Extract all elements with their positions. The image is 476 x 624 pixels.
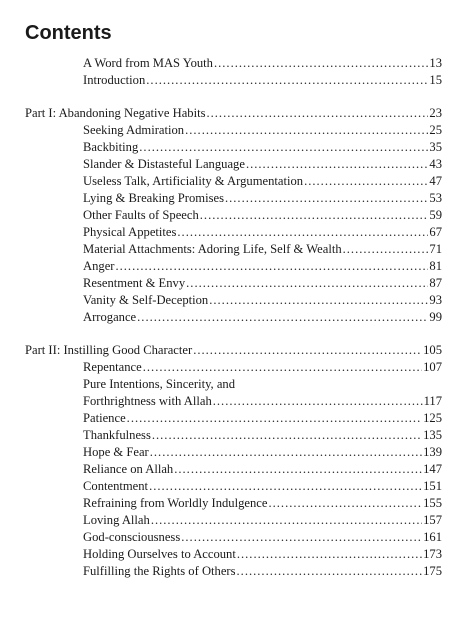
toc-entry[interactable]	[0, 207, 476, 224]
toc-entry-page: 173	[423, 547, 442, 561]
leader-dots	[200, 207, 429, 224]
toc-entry[interactable]	[0, 495, 476, 512]
table-of-contents	[0, 55, 476, 596]
toc-entry[interactable]	[0, 546, 476, 563]
toc-entry[interactable]	[0, 563, 476, 580]
toc-entry-page: 25	[429, 123, 442, 137]
toc-entry-title: Useless Talk, Artificiality & Argumentation	[83, 174, 304, 188]
toc-entry[interactable]	[0, 292, 476, 309]
toc-entry-title: A Word from MAS Youth	[83, 56, 213, 70]
toc-part-title: Part I: Abandoning Negative Habits	[25, 106, 206, 120]
toc-entry-title: Seeking Admiration	[83, 123, 185, 137]
toc-part-title: Part II: Instilling Good Character	[25, 343, 193, 357]
toc-entry-page: 99	[429, 310, 442, 324]
leader-dots	[137, 309, 428, 326]
toc-entry[interactable]	[0, 258, 476, 275]
leader-dots	[139, 139, 428, 156]
toc-entry-page: 147	[423, 462, 442, 476]
toc-entry-page: 161	[423, 530, 442, 544]
toc-entry-page: 139	[423, 445, 442, 459]
leader-dots	[193, 342, 422, 359]
leader-dots	[214, 55, 428, 72]
leader-dots	[151, 512, 422, 529]
toc-entry[interactable]	[0, 190, 476, 207]
toc-entry-title: Contentment	[83, 479, 149, 493]
toc-entry-title: Resentment & Envy	[83, 276, 186, 290]
toc-entry-second-line[interactable]	[0, 393, 476, 410]
toc-entry-page: 47	[429, 174, 442, 188]
leader-dots	[152, 427, 422, 444]
toc-entry-page: 13	[429, 56, 442, 70]
toc-entry[interactable]	[0, 512, 476, 529]
toc-entry-page: 15	[429, 73, 442, 87]
toc-entry-page: 135	[423, 428, 442, 442]
toc-entry[interactable]	[0, 359, 476, 376]
toc-entry-title: Physical Appetites	[83, 225, 177, 239]
toc-entry[interactable]	[0, 55, 476, 72]
leader-dots	[146, 72, 428, 89]
toc-entry-title: Arrogance	[83, 310, 137, 324]
leader-dots	[304, 173, 428, 190]
toc-entry[interactable]	[0, 478, 476, 495]
leader-dots	[185, 122, 428, 139]
toc-entry-page: 43	[429, 157, 442, 171]
toc-entry-title: Material Attachments: Adoring Life, Self & Wealth	[83, 242, 342, 256]
toc-entry[interactable]	[0, 173, 476, 190]
toc-entry[interactable]	[0, 241, 476, 258]
leader-dots	[237, 546, 422, 563]
toc-entry-page: 81	[429, 259, 442, 273]
toc-part-heading[interactable]	[0, 105, 476, 122]
toc-entry-title: God-consciousness	[83, 530, 181, 544]
leader-dots	[246, 156, 428, 173]
leader-dots	[143, 359, 422, 376]
toc-entry-title: Pure Intentions, Sincerity, and	[83, 377, 236, 391]
toc-entry-title: Holding Ourselves to Account	[83, 547, 236, 561]
toc-entry-page: 107	[423, 360, 442, 374]
toc-entry-page: 59	[429, 208, 442, 222]
leader-dots	[127, 410, 422, 427]
leader-dots	[213, 393, 423, 410]
toc-entry-title: Hope & Fear	[83, 445, 149, 459]
toc-entry[interactable]	[0, 529, 476, 546]
toc-entry-title: Vanity & Self-Deception	[83, 293, 209, 307]
toc-entry[interactable]	[0, 139, 476, 156]
toc-front-matter	[0, 55, 476, 89]
leader-dots	[268, 495, 422, 512]
leader-dots	[209, 292, 428, 309]
leader-dots	[186, 275, 428, 292]
toc-part-page: 105	[423, 343, 442, 357]
toc-entry-title-continued: Forthrightness with Allah	[83, 394, 212, 408]
toc-entry-page: 157	[423, 513, 442, 527]
toc-entry-title: Slander & Distasteful Language	[83, 157, 245, 171]
leader-dots	[149, 478, 422, 495]
toc-entry[interactable]	[0, 410, 476, 427]
leader-dots	[206, 105, 428, 122]
toc-entry-title: Thankfulness	[83, 428, 151, 442]
toc-entry[interactable]	[0, 224, 476, 241]
leader-dots	[225, 190, 428, 207]
toc-entry-title: Refraining from Worldly Indulgence	[83, 496, 268, 510]
toc-entry-title: Lying & Breaking Promises	[83, 191, 224, 205]
toc-part-page: 23	[429, 106, 442, 120]
toc-entry-page: 53	[429, 191, 442, 205]
leader-dots	[237, 563, 423, 580]
toc-entry-title: Reliance on Allah	[83, 462, 174, 476]
leader-dots	[177, 224, 428, 241]
toc-entry-page: 117	[423, 394, 442, 408]
toc-entry[interactable]	[0, 309, 476, 326]
toc-entry-title: Other Faults of Speech	[83, 208, 199, 222]
toc-part-heading[interactable]	[0, 342, 476, 359]
toc-entry[interactable]	[0, 444, 476, 461]
toc-entry-title: Repentance	[83, 360, 142, 374]
toc-entry-page: 151	[423, 479, 442, 493]
leader-dots	[115, 258, 428, 275]
toc-entry-title: Introduction	[83, 73, 146, 87]
toc-part-two	[0, 342, 476, 580]
toc-entry-title: Backbiting	[83, 140, 139, 154]
leader-dots	[343, 241, 429, 258]
toc-entry-page: 155	[423, 496, 442, 510]
toc-entry-page: 87	[429, 276, 442, 290]
toc-entry-page: 125	[423, 411, 442, 425]
leader-dots	[181, 529, 422, 546]
toc-entry-title: Patience	[83, 411, 126, 425]
toc-entry-page: 93	[429, 293, 442, 307]
toc-entry-title: Loving Allah	[83, 513, 150, 527]
leader-dots	[174, 461, 422, 478]
toc-entry-page: 71	[429, 242, 442, 256]
toc-entry[interactable]	[0, 156, 476, 173]
toc-entry-title: Anger	[83, 259, 115, 273]
toc-entry[interactable]	[0, 461, 476, 478]
toc-entry[interactable]	[0, 122, 476, 139]
toc-entry-page: 175	[423, 564, 442, 578]
toc-entry[interactable]	[0, 275, 476, 292]
toc-entry[interactable]	[0, 427, 476, 444]
toc-entry-page: 67	[429, 225, 442, 239]
toc-entry-title: Fulfilling the Rights of Others	[83, 564, 236, 578]
leader-dots	[150, 444, 422, 461]
page-title: Contents	[25, 22, 112, 44]
toc-entry[interactable]	[0, 72, 476, 89]
toc-entry-first-line[interactable]	[0, 376, 476, 393]
toc-entry-page: 35	[429, 140, 442, 154]
toc-part-one	[0, 105, 476, 326]
